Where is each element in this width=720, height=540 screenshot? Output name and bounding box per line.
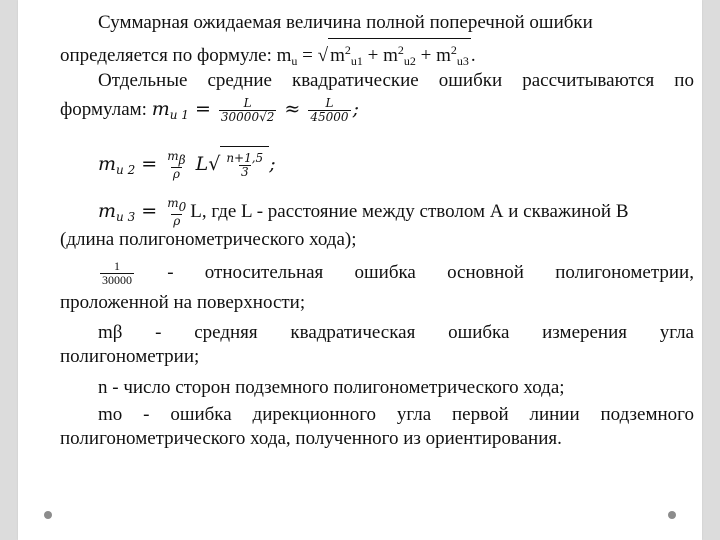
text-line-3: Отдельные средние квадратические ошибки рассчитываются по <box>98 70 694 91</box>
slide-content <box>60 0 700 540</box>
item-4-line-2: полигонометрического хода, полученного из ориентирования. <box>60 428 562 449</box>
slide-corner-dot-left <box>44 511 52 519</box>
item-1-line: $\frac{1}{30000}$ - относительная ошибка основной полигонометрии, <box>102 258 694 287</box>
formula-mu1-line <box>60 94 359 130</box>
sqrt-symbol: √ <box>317 45 329 66</box>
item-3-line: n - число сторон подземного полигонометрического хода; <box>98 377 565 398</box>
slide-corner-dot-right <box>668 511 676 519</box>
item-1-line-2: проложенной на поверхности; <box>60 292 306 313</box>
formula-mu3-text: L, где L - расстояние между стволом А и скважиной В <box>190 201 629 222</box>
formula-total-end: . <box>470 45 476 66</box>
formula-mu3: $m_{u 3}$ = $\frac{m0}{\rho}$ <box>98 195 187 228</box>
text-line-f3b: (длина полигонометрического хода); <box>60 229 357 250</box>
formula-mu3-line <box>98 196 629 232</box>
formula-total-label: определяется по формуле: m <box>60 45 292 66</box>
slide <box>18 0 702 540</box>
formula-mu2-line <box>98 146 276 187</box>
sqrt-expression: $m^2_{u1} + m^2_{u2} + m^2_{u3}$ <box>328 38 471 72</box>
item-1-fraction: $\frac{1}{30000}$ <box>102 258 132 287</box>
item-2-line: mβ - средняя квадратическая ошибка измерения угла <box>98 322 694 343</box>
formula-mu2: $m_{u 2}$ = $\frac{m\beta}{\rho}$ L√ $\frac{n+1,5}{3}$ ; <box>98 153 276 175</box>
formulas-label: формулам: <box>60 99 152 120</box>
formula-mu1: $m_{u 1}$ = $\frac{L}{30000√2}$ ≈ $\frac{L}{45000}$ ; <box>151 95 359 124</box>
text-line-1: Суммарная ожидаемая величина полной поперечной ошибки <box>98 12 593 33</box>
item-2-line-2: полигонометрии; <box>60 346 200 367</box>
formula-total-line <box>60 38 476 72</box>
item-4-line: mo - ошибка дирекционного угла первой линии подземного <box>98 404 694 425</box>
formula-total-sub: u <box>291 54 298 68</box>
formula-total-eq: = <box>297 45 318 66</box>
